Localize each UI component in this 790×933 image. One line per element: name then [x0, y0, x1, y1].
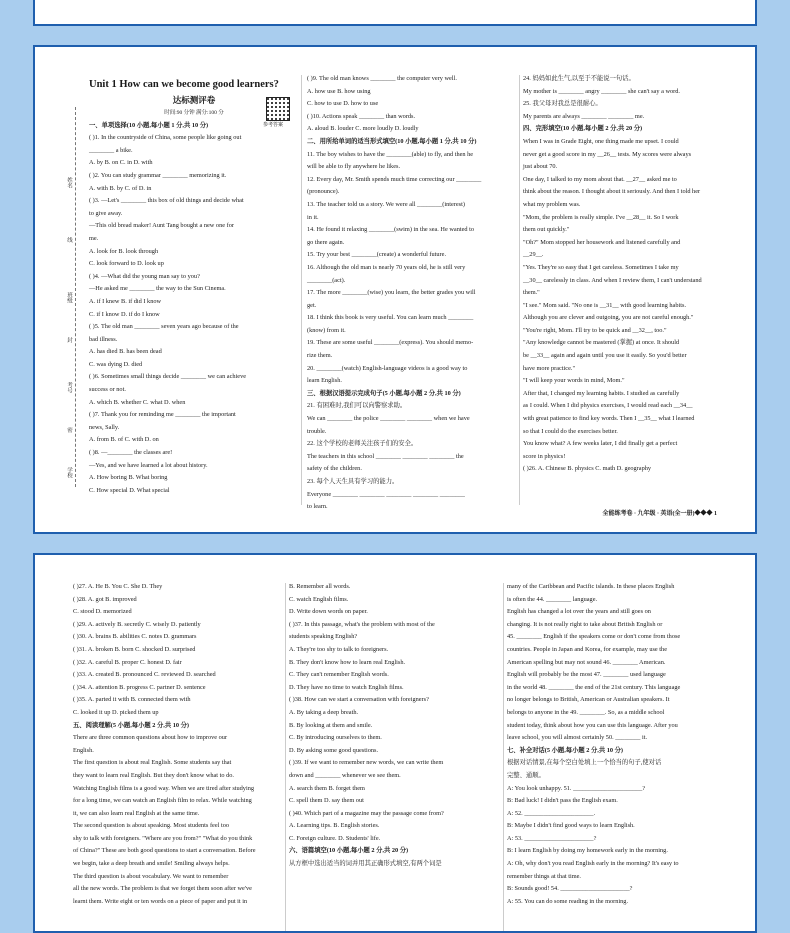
text-line: leave school, you will almost certainly 50. ________ it.: [507, 734, 648, 742]
text-line: safety of the children.: [307, 465, 362, 473]
text-line: A. aloud B. louder C. more loudly D. loudly: [307, 125, 419, 133]
text-line: 23. 每个人天生具有学习的能力。: [307, 478, 399, 485]
text-line: changing. It is not really right to take about British English or: [507, 620, 663, 628]
text-line: —He asked me ________ the way to the Sun Cinema.: [89, 285, 226, 293]
text-line: it, we can also learn real English at the same time.: [73, 809, 200, 817]
time-info: 时间:90 分钟 满分:100 分: [164, 110, 224, 116]
text-line: 从方框中选出适当的词并用其正确形式填空,有两个词是: [289, 860, 442, 868]
text-line: ( )40. Which part of a magazine may the passage come from?: [289, 809, 444, 817]
text-line: ( )8. —________ the classes are!: [89, 449, 173, 457]
page1-column-3: [523, 73, 743, 476]
text-line: ( )26. A. Chinese B. physics C. math D. geography: [523, 465, 652, 473]
text-line: we begin, take a deep breath and smile! Smiling always helps.: [73, 860, 230, 868]
text-line: learnt them. Write eight or ten words on a piece of paper and put it in: [73, 897, 248, 905]
text-line: C. They can't remember English words.: [289, 671, 389, 679]
text-line: for a long time, we can watch an English film to relax. While watching: [73, 797, 252, 805]
text-line: "I see." Mom said. "No one is __31__ with good learning habits.: [523, 301, 687, 309]
text-line: in it.: [307, 213, 319, 221]
text-line: —This old bread maker! Aunt Tang bought a new one for: [89, 222, 234, 230]
text-line: C. stood D. memorized: [73, 608, 132, 616]
text-line: down and ________ whenever we see them.: [289, 771, 401, 779]
text-line: C. By introducing ourselves to them.: [289, 734, 382, 742]
text-line: A: You look unhappy. 51. ______________________?: [507, 784, 646, 792]
exam-page-1: [33, 45, 757, 534]
text-line: me.: [89, 234, 99, 242]
text-line: After that, I changed my learning habits. I studied as carefully: [523, 389, 680, 397]
text-line: "You're right, Mom. I'll try to be quick and __32__, too.": [523, 326, 667, 334]
text-line: 一、单项选择(10 小题,每小题 1 分,共 10 分): [89, 121, 209, 129]
text-line: learn English.: [307, 377, 342, 385]
text-line: ( )33. A. created B. pronounced C. reviewed D. searched: [73, 671, 216, 679]
text-line: so that I could do the exercises better.: [523, 427, 618, 435]
text-line: ( )1. In the countryside of China, some people like going out: [89, 134, 242, 142]
text-line: shy to talk with foreigners. "Where are you from?" "What do you think: [73, 834, 253, 842]
text-line: A. if I knew B. if did I know: [89, 297, 162, 305]
text-line: You know what? A few weeks later, I did finally get a perfect: [523, 440, 678, 448]
column-3-lines: [507, 581, 731, 908]
text-line: A. from B. of C. with D. on: [89, 436, 159, 444]
text-line: C. watch English films.: [289, 595, 349, 603]
text-line: ( )37. In this passage, what's the problem with most of the: [289, 620, 435, 628]
text-line: The first question is about real English. Some students say that: [73, 759, 232, 767]
page1-column-1: [89, 77, 299, 497]
text-line: English has changed a lot over the years and still goes on: [507, 608, 651, 616]
gutter-label: 考号: [66, 382, 72, 393]
text-line: remember things at that time.: [507, 872, 581, 880]
column-2-lines: [289, 581, 501, 871]
text-line: "Mom, the problem is really simple. I've __28__ it. So I work: [523, 213, 679, 221]
text-line: ________ a bike.: [89, 146, 133, 154]
text-line: 13. The teacher told us a story. We were all ________(interest): [307, 200, 465, 208]
gutter-label: 密: [66, 427, 72, 433]
column-divider: [503, 583, 504, 933]
text-line: B: Sounds good! 54. ______________________?: [507, 885, 633, 893]
text-line: A: Oh, why don't you read English early in the morning? It's easy to: [507, 860, 679, 868]
text-line: 17. The more ________(wise) you learn, the better grades you will: [307, 289, 476, 297]
text-line: news, Sally.: [89, 423, 120, 431]
text-line: 三、根据汉语提示完成句子(5 小题,每小题 2 分,共 10 分): [307, 389, 461, 397]
text-line: A. search them B. forget them: [289, 784, 365, 792]
text-line: C. how to use D. how to use: [307, 100, 379, 108]
text-line: 21. 有困难时,我们可以向警察求助。: [307, 402, 407, 410]
text-line: Although you are clever and outgoing, you are not careful enough.": [523, 314, 694, 322]
text-line: 二、用所给单词的适当形式填空(10 小题,每小题 1 分,共 10 分): [307, 137, 477, 145]
text-line: (know) from it.: [307, 326, 346, 334]
text-line: countries. People in Japan and Korea, for example, may use the: [507, 645, 667, 653]
page2-column-1: [73, 581, 285, 908]
text-line: ( )27. A. He B. You C. She D. They: [73, 583, 163, 590]
text-line: ( )30. A. brains B. abilities C. notes D. grammars: [73, 633, 197, 641]
text-line: 12. Every day, Mr. Smith spends much time correcting our ________: [307, 175, 482, 183]
text-line: ( )6. Sometimes small things decide ________ we can achieve: [89, 373, 247, 381]
text-line: D. By asking some good questions.: [289, 746, 379, 754]
text-line: American spelling but may not sound 46. ________ American.: [507, 658, 666, 666]
text-line: 四、完形填空(10 小题,每小题 2 分,共 20 分): [523, 125, 643, 133]
previous-page-strip: [33, 0, 757, 26]
text-line: what my problem was.: [523, 200, 581, 208]
text-line: The teachers in this school ________ ________ ________ the: [307, 452, 464, 460]
page2-column-3: [507, 581, 731, 908]
text-line: "I will keep your words in mind, Mom.": [523, 377, 625, 385]
text-line: 25. 我父母对我总是很耐心。: [523, 100, 602, 108]
qr-caption: 参考答案: [263, 123, 284, 128]
text-line: belongs to anyone in the 49. ________. So, as a middle school: [507, 708, 665, 716]
text-line: rize them.: [307, 352, 333, 360]
text-line: 完整、通顺。: [507, 771, 545, 779]
text-line: student today, think about how you can use this language. After you: [507, 721, 678, 729]
text-line: ( )31. A. broken B. born C. shocked D. surprised: [73, 645, 196, 653]
text-line: 七、补全对话(5 小题,每小题 2 分,共 10 分): [507, 746, 623, 754]
text-line: A. By taking a deep breath.: [289, 708, 359, 716]
text-line: go there again.: [307, 238, 345, 246]
text-line: My parents are always ________ ________ me.: [523, 112, 645, 120]
text-line: A: 52. ______________________.: [507, 809, 596, 817]
text-line: ( )32. A. careful B. proper C. honest D. fair: [73, 658, 182, 666]
text-line: them out quickly.": [523, 226, 570, 234]
text-line: 45. ________ English if the speakers come or don't come from those: [507, 633, 681, 641]
column-3-lines: [523, 73, 743, 476]
text-line: be __33__ again and again until you use it easily. So you'd better: [523, 352, 687, 360]
text-line: 20. ________(watch) English-language videos is a good way to: [307, 364, 468, 372]
text-line: many of the Caribbean and Pacific islands. In these places English: [507, 583, 675, 590]
text-line: C. spell them D. say them out: [289, 797, 364, 805]
text-line: C. How special D. What special: [89, 486, 170, 494]
text-line: 14. He found it relaxing ________(swim) in the sea. He wanted to: [307, 226, 475, 234]
text-line: ( )10. Actions speak ________ than words.: [307, 112, 416, 120]
text-line: A. has died B. has been dead: [89, 348, 162, 356]
text-line: C. Foreign culture. D. Students' life.: [289, 834, 381, 842]
text-line: 五、阅读理解(5 小题,每小题 2 分,共 10 分): [73, 721, 189, 729]
text-line: just about 70.: [523, 163, 558, 171]
text-line: no longer belongs to British, American or Australian speakers. It: [507, 696, 670, 704]
text-line: to give away.: [89, 209, 123, 217]
text-line: as I could. When I did physics exercises, I would read each __34__: [523, 402, 693, 410]
text-line: A: 53. ______________________?: [507, 834, 597, 842]
text-line: A. How boring B. What boring: [89, 474, 168, 482]
text-line: think about the reason. I thought about it seriously. And then I told her: [523, 188, 701, 196]
text-line: 15. Try your best ________(create) a wonderful future.: [307, 251, 447, 259]
text-line: A. They're too shy to talk to foreigners.: [289, 645, 389, 653]
text-line: score in physics!: [523, 452, 566, 460]
text-line: English.: [73, 746, 94, 754]
text-line: A. look for B. look through: [89, 247, 159, 255]
text-line: ________(act).: [307, 276, 346, 284]
text-line: 22. 这个学校的老师关注孩子们的安全。: [307, 440, 418, 448]
gutter-label: 姓名: [66, 177, 72, 188]
qr-code: [266, 97, 290, 121]
text-line: The third question is about vocabulary. We want to remember: [73, 872, 229, 880]
page2-column-2: [289, 581, 501, 871]
text-line: success or not.: [89, 386, 126, 394]
paper-title: 达标测评卷: [172, 95, 216, 105]
text-line: B. They don't know how to learn real English.: [289, 658, 406, 666]
text-line: have more practice.": [523, 364, 576, 372]
text-line: ( )28. A. got B. improved: [73, 595, 137, 603]
text-line: ( )7. Thank you for reminding me ________ the important: [89, 411, 236, 419]
text-line: —Yes, and we have learned a lot about history.: [89, 461, 208, 469]
text-line: B. By looking at them and smile.: [289, 721, 373, 729]
text-line: A. which B. whether C. what D. when: [89, 398, 186, 406]
text-line: C. looked it up D. picked them up: [73, 708, 159, 716]
text-line: The second question is about speaking. Most students feel too: [73, 822, 229, 830]
text-line: get.: [307, 301, 317, 309]
text-line: 19. These are some useful ________(express). You should memo-: [307, 339, 474, 347]
text-line: ( )3. —Let's ________ this box of old things and decide what: [89, 197, 244, 205]
gutter-label: 学校: [66, 467, 72, 478]
text-line: never get a good score in my __26__ tests. My scores were always: [523, 150, 692, 158]
text-line: ( )5. The old man ________ seven years ago because of the: [89, 323, 239, 331]
text-line: (pronounce).: [307, 188, 340, 196]
text-line: B: I learn English by doing my homework early in the morning.: [507, 847, 668, 855]
exam-page-2: [33, 553, 757, 933]
text-line: in the world 48. ________ the end of the 21st century. This language: [507, 683, 681, 691]
text-line: English will probably be the most 47. ________ used language: [507, 671, 666, 679]
gutter-label: 线: [66, 237, 72, 243]
column-1-lines: [73, 581, 285, 908]
text-line: is often the 44. ________ language.: [507, 595, 598, 603]
text-line: A. by B. on C. in D. with: [89, 159, 153, 167]
gutter-label: 封: [66, 337, 72, 343]
text-line: trouble.: [307, 427, 327, 435]
column-divider: [519, 75, 520, 505]
text-line: 16. Although the old man is nearly 70 years old, he is still very: [307, 263, 466, 271]
text-line: 11. The boy wishes to have the ________(able) to fly, and then he: [307, 150, 474, 158]
text-line: __29__.: [523, 251, 544, 259]
binding-line: [75, 107, 76, 487]
page1-column-2: [307, 73, 517, 514]
text-line: When I was in Grade Eight, one thing made me upset. I could: [523, 137, 679, 145]
text-line: ( )29. A. actively B. secretly C. wisely D. patiently: [73, 620, 201, 628]
text-line: One day, I talked to my mom about that. __27__ asked me to: [523, 175, 677, 183]
text-line: ( )38. How can we start a conversation with foreigners?: [289, 696, 429, 704]
page-footer: 全能练考卷 · 九年级 · 英语(全一册)◆◆◆ 1: [602, 511, 717, 517]
text-line: they want to learn real English. But they don't know what to do.: [73, 771, 234, 779]
text-line: ( )35. A. parted it with B. connected them with: [73, 696, 191, 704]
text-line: A. how use B. how using: [307, 87, 371, 95]
text-line: B. Remember all words.: [289, 583, 351, 590]
text-line: "Yes. They're so easy that I get careless. Sometimes I take my: [523, 263, 679, 271]
text-line: A. Learning tips. B. English stories.: [289, 822, 380, 830]
text-line: B: Maybe I didn't find good ways to learn English.: [507, 822, 635, 830]
text-line: ( )4. —What did the young man say to you?: [89, 272, 200, 280]
text-line: B: Bad luck! I didn't pass the English exam.: [507, 797, 618, 805]
text-line: "Oh?" Mom stopped her housework and listened carefully and: [523, 238, 681, 246]
text-line: 根据对话情景,在每个空白处填上一个恰当的句子,使对话: [507, 759, 662, 767]
text-line: There are three common questions about how to improve our: [73, 734, 228, 742]
text-line: 18. I think this book is very useful. You can learn much ________: [307, 314, 474, 322]
text-line: ( )9. The old man knows ________ the computer very well.: [307, 75, 457, 82]
column-divider: [285, 583, 286, 933]
text-line: all the new words. The problem is that we forget them soon after we've: [73, 885, 252, 893]
text-line: C. look forward to D. look up: [89, 260, 164, 268]
text-line: We can ________ the police ________ ________ when we have: [307, 415, 470, 423]
unit-title: Unit 1 How can we become good learners?: [89, 79, 279, 90]
text-line: them.": [523, 289, 540, 297]
column-1-lines: [89, 120, 299, 498]
text-line: 六、语篇填空(10 小题,每小题 2 分,共 20 分): [289, 847, 409, 855]
text-line: A: 55. You can do some reading in the morning.: [507, 897, 629, 905]
text-line: ( )39. If we want to remember new words, we can write them: [289, 759, 444, 767]
text-line: bad illness.: [89, 335, 118, 343]
text-line: students speaking English?: [289, 633, 358, 641]
text-line: with great patience to find key words. Then I __35__ what I learned: [523, 415, 695, 423]
text-line: ( )2. You can study grammar ________ memorizing it.: [89, 171, 227, 179]
text-line: My mother is ________ angry ________ she can't say a word.: [523, 87, 680, 95]
text-line: 24. 妈妈如此生气,以至于不能说一句话。: [523, 75, 635, 82]
text-line: A. with B. by C. of D. in: [89, 184, 152, 192]
text-line: D. They have no time to watch English films.: [289, 683, 404, 691]
text-line: to learn.: [307, 503, 328, 511]
text-line: C. if I know D. if do I know: [89, 310, 160, 318]
text-line: Watching English films is a good way. When we are tired after studying: [73, 784, 255, 792]
text-line: D. Write down words on paper.: [289, 608, 368, 616]
text-line: Everyone ________ ________ ________ ________ ________: [307, 490, 465, 498]
column-2-lines: [307, 73, 517, 514]
text-line: __30__ carelessly in class. And when I review them, I can't understand: [523, 276, 702, 284]
text-line: "Any knowledge cannot be mastered (掌握) at once. It should: [523, 339, 680, 347]
text-line: will be able to fly anywhere he likes.: [307, 163, 401, 171]
text-line: C. was dying D. died: [89, 360, 143, 368]
text-line: ( )34. A. attention B. progress C. partner D. sentence: [73, 683, 206, 691]
column-divider: [301, 75, 302, 505]
gutter-label: 班级: [66, 292, 72, 303]
text-line: of China?" These are both good questions to start a conversation. Before: [73, 847, 256, 855]
